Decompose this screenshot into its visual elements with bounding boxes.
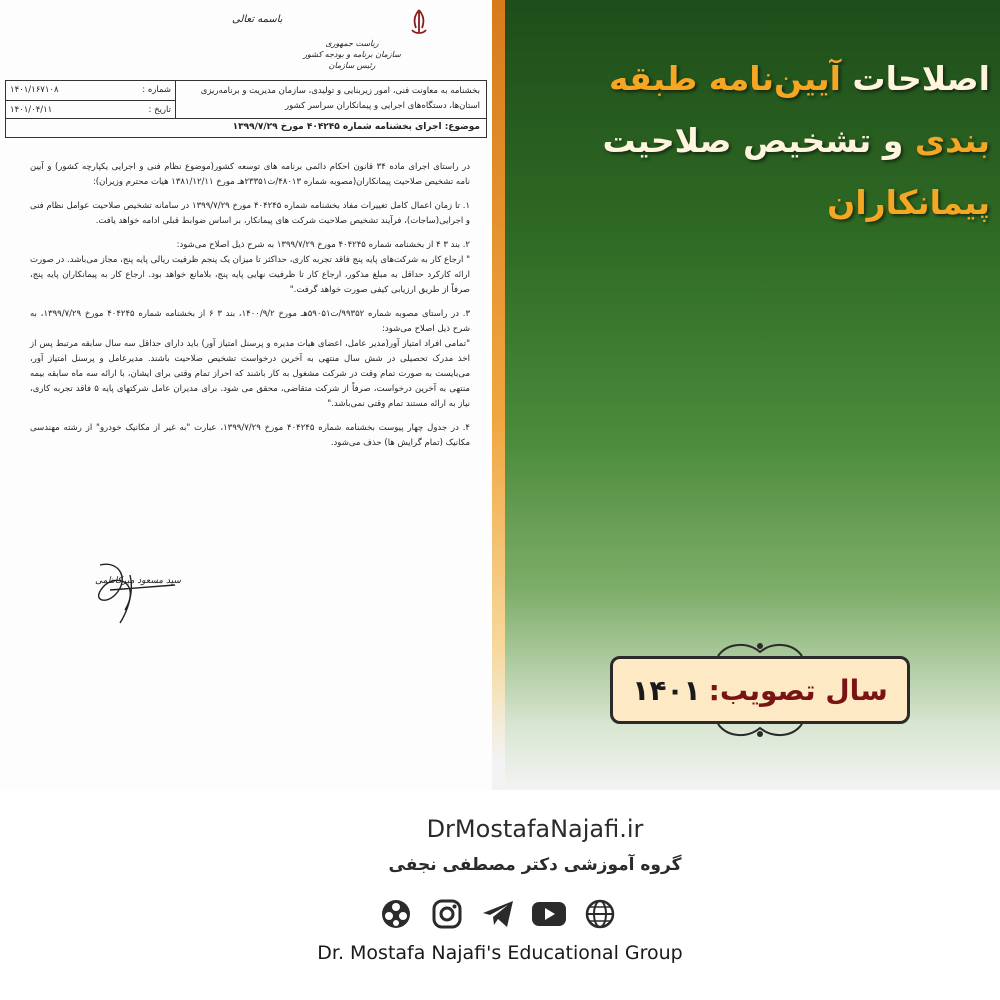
letter-intro: در راستای اجرای ماده ۳۴ قانون احکام دائمی برنامه های توسعه کشور(موضوع نظام فنی و اجرایی یکپارچه کشور) و آیین نامه تشخیص صلاحیت پیمانکاران(مصوبه شماره ۴۸۰۱۳/ت۲۳۳۵۱هـ مورخ ۱۳۸۱/۱۲/۱۱ هیات محترم وزیران): — [30, 162, 471, 187]
year-value: ۱۴۰۱ — [632, 673, 701, 707]
telegram-icon[interactable] — [480, 896, 516, 932]
letter-subject: موضوع: اجرای بخشنامه شماره ۴۰۴۲۴۵ مورخ ۱۳۹۹/۷/۲۹ — [232, 122, 480, 132]
poster-title — [520, 48, 990, 234]
accent-strip — [492, 0, 505, 760]
year-label: سال تصویب: — [708, 673, 888, 707]
letter-item-4: ۴. در جدول چهار پیوست بخشنامه شماره ۴۰۴۲۴۵ مورخ ۱۳۹۹/۷/۲۹، عبارت "به غیر از مکانیک خودرو" از رشته مهندسی مکانیک (تمام گرایش ها) حذف می‌شود. — [30, 423, 470, 448]
year-badge-wrap — [598, 640, 922, 740]
website-globe-icon[interactable] — [582, 896, 618, 932]
letter-recipients — [176, 81, 486, 119]
item-3-quote: "تمامی افراد امتیاز آور(مدیر عامل، اعضای هیات مدیره و پرسنل امتیاز آور) باید دارای حداقل سه سال سابقه مرتبط پس از اخذ مدرک تحصیلی در شش سال منتهی به آخرین درخواست تشخیص صلاحیت باشند. مدیرعامل و پرسنل امتیاز آور، می‌بایست به صورت تمام وقت در شرکت مشغول به کار باشند که احراز تمام وقتی برای ایشان، با ارائه سه ماه سابقه بیمه منتهی به آخرین درخواست، صرفاً از شرکت متقاضی، محقق می شود. برای مدیران عامل شرکتهای پایه ۵ فاقد تجربه کاری، نیاز به ارائه مستند تمام وقتی نمی‌باشد." — [30, 339, 470, 409]
title-line-1 — [520, 48, 990, 110]
signature-name: سید مسعود میرکاظمی — [95, 576, 181, 586]
letter-header-table — [5, 80, 487, 138]
title-word-3: بندی — [914, 121, 990, 160]
letter-meta — [6, 81, 176, 119]
date-label: تاریخ : — [148, 105, 171, 115]
date-value: ۱۴۰۱/۰۴/۱۱ — [10, 105, 53, 115]
title-line-3 — [520, 172, 990, 234]
org-line-1: ریاست جمهوری — [325, 39, 379, 48]
recipients-line-1: بخشنامه به معاونت فنی، امور زیربنایی و تولیدی، سازمان مدیریت و برنامه‌ریزی — [200, 86, 480, 96]
year-badge — [610, 656, 910, 724]
website-link[interactable]: DrMostafaNajafi.ir — [426, 815, 644, 843]
recipients-line-2: استان‌ها، دستگاه‌های اجرایی و پیمانکاران سراسر کشور — [285, 101, 480, 111]
number-label: شماره : — [142, 85, 171, 95]
letter-item-3 — [30, 307, 470, 412]
number-value: ۱۴۰۱/۱۶۷۱۰۸ — [10, 85, 59, 95]
item-2-text: ۲. بند ۳ ۴ از بخشنامه شماره ۴۰۴۲۴۵ مورخ ۱۳۹۹/۷/۲۹ به شرح ذیل اصلاح می‌شود: — [176, 240, 470, 250]
signature-icon — [80, 555, 190, 625]
title-word-4: و — [882, 121, 904, 160]
social-icons — [378, 894, 618, 934]
org-line-3: رئیس سازمان — [328, 61, 376, 70]
letter-item-1: ۱. تا زمان اعمال کامل تغییرات مفاد بخشنامه شماره ۴۰۴۲۴۵ مورخ ۱۳۹۹/۷/۲۹ در سامانه تشخیص صلاحیت عوامل نظام فنی و اجرایی(ساجات)، فرآیند تشخیص صلاحیت شرکت های پیمانکار، بر اساس ضوابط قبلی ادامه خواهد یافت. — [30, 201, 471, 226]
title-word-5: تشخیص صلاحیت — [602, 121, 872, 160]
title-word-6: پیمانکاران — [827, 183, 990, 222]
letter-organization — [292, 38, 412, 71]
instagram-icon[interactable] — [429, 896, 465, 932]
official-letter — [0, 0, 492, 790]
group-name-en: Dr. Mostafa Najafi's Educational Group — [317, 942, 683, 964]
group-name-fa: گروه آموزشی دکتر مصطفی نجفی — [388, 855, 682, 875]
item-2-quote: " ارجاع کار به شرکت‌های پایه پنج فاقد تجربه کاری، حداکثر تا میزان یک پنجم ظرفیت ریالی پایه پنج، مجاز می‌باشد. در صورت ارائه کارکرد حداقل به مبلغ مذکور، ارجاع کار تا ظرفیت نهایی پایه پنج، بلامانع خواهد بود. ارجاع کار به پیمانکاران پایه پنج، صرفاً از طریق ارزیابی کیفی صورت خواهد گرفت." — [30, 255, 470, 295]
title-word-2: آیین‌نامه طبقه — [609, 59, 841, 98]
letter-item-2 — [30, 238, 470, 298]
youtube-icon[interactable] — [531, 896, 567, 932]
org-line-2: سازمان برنامه و بودجه کشور — [303, 50, 401, 59]
title-line-2 — [520, 110, 990, 172]
letter-body — [30, 160, 470, 460]
letter-bismillah: باسمه تعالی — [232, 14, 283, 25]
title-word-1: اصلاحات — [852, 59, 990, 98]
aparat-icon[interactable] — [378, 896, 414, 932]
iran-emblem-icon — [404, 8, 434, 36]
item-3-text: ۳. در راستای مصوبه شماره ۹۹۳۵۲/ت۵۹۰۵۱هـ مورخ ۱۴۰۰/۹/۲، بند ۳ ۶ از بخشنامه شماره ۴۰۴۲۴۵ مورخ ۱۳۹۹/۷/۲۹، به شرح ذیل اصلاح می‌شود: — [30, 309, 471, 334]
